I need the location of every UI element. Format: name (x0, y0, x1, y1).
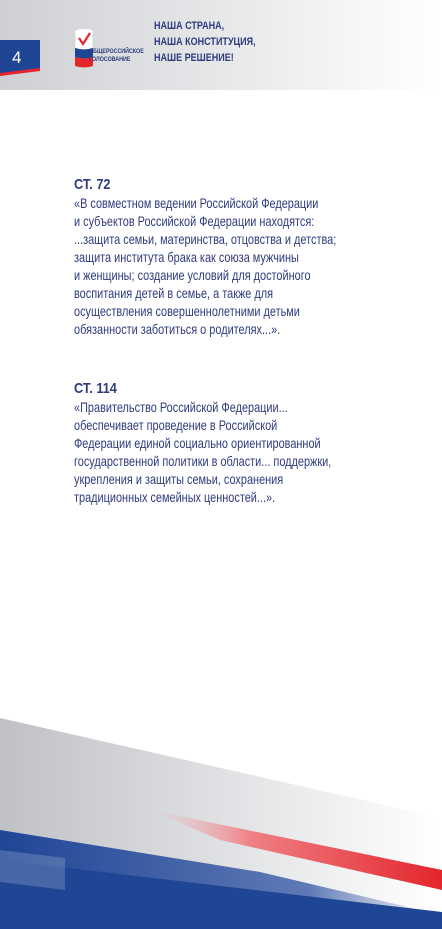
article-text-line: традиционных семейных ценностей...». (74, 489, 276, 505)
footer-decoration (0, 700, 442, 929)
logo-caption: ОБЩЕРОССИЙСКОЕ ГОЛОСОВАНИЕ (89, 48, 144, 63)
article-text-line: «Правительство Российской Федерации... (74, 399, 288, 415)
article-114 (74, 380, 374, 506)
slogan (154, 18, 256, 66)
article-text-line: и женщины; создание условий для достойного (74, 267, 311, 283)
article-text-line: осуществления совершеннолетними детьми (74, 303, 300, 319)
page-number: 4 (12, 48, 22, 67)
article-text-line: «В совместном ведении Российской Федерации (74, 195, 319, 211)
article-text-line: обеспечивает проведение в Российской (74, 417, 278, 433)
article-text-line: воспитания детей в семье, а также для (74, 285, 274, 301)
article-text-line: Федерации единой социально ориентированной (74, 435, 321, 451)
article-text-line: и субъектов Российской Федерации находятся: (74, 213, 315, 229)
article-title: СТ. 72 (74, 176, 111, 193)
article-72 (74, 176, 374, 338)
slogan-line: НАША СТРАНА, (154, 20, 225, 32)
article-text-line: укрепления и защиты семьи, сохранения (74, 471, 284, 487)
article-title: СТ. 114 (74, 380, 117, 397)
slogan-line: НАШЕ РЕШЕНИЕ! (154, 52, 234, 64)
article-text-line: обязанности заботиться о родителях...». (74, 321, 281, 337)
article-text-line: защита института брака как союза мужчины (74, 249, 299, 265)
article-text-line: ...защита семьи, материнства, отцовства и детства; (74, 231, 337, 247)
page-number-badge (0, 40, 48, 76)
article-text-line: государственной политики в области... поддержки, (74, 453, 332, 469)
slogan-line: НАША КОНСТИТУЦИЯ, (154, 36, 256, 48)
page-header (0, 0, 442, 90)
